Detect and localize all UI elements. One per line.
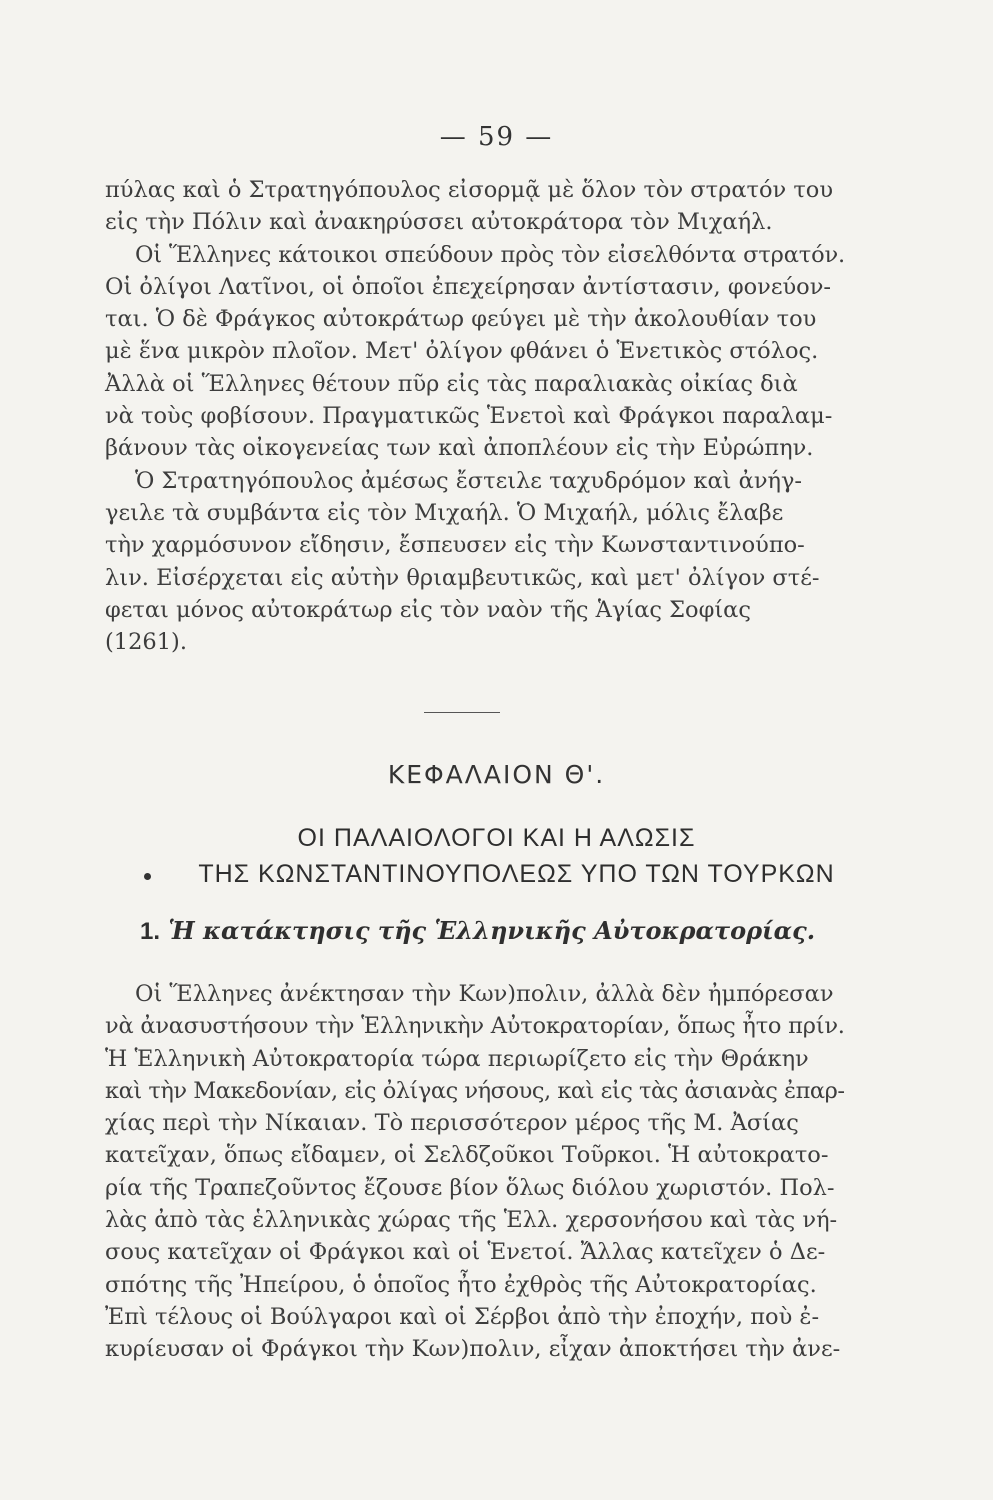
text-line: λὰς ἀπὸ τὰς ἑλληνικὰς χώρας τῆς Ἑλλ. χερσονήσου καὶ τὰς νή-: [105, 1207, 838, 1234]
text-line: μὲ ἕνα μικρὸν πλοῖον. Μετ' ὀλίγον φθάνει ὁ Ἑνετικὸς στόλος.: [105, 338, 819, 365]
section-divider: [424, 712, 500, 713]
text-line: Οἱ Ἕλληνες κάτοικοι σπεύδουν πρὸς τὸν εἰσελθόντα στρατόν.: [135, 241, 846, 268]
text-line: χίας περὶ τὴν Νίκαιαν. Τὸ περισσότερον μέρος τῆς Μ. Ἀσίας: [105, 1110, 799, 1137]
text-line: Ἐπὶ τέλους οἱ Βούλγαροι καὶ οἱ Σέρβοι ἀπὸ τὴν ἐποχήν, ποὺ ἐ-: [105, 1303, 820, 1330]
text-line: τὴν χαρμόσυνον εἴδησιν, ἔσπευσεν εἰς τὴν Κωνσταντινούπο-: [105, 532, 805, 559]
page-number: — 59 —: [439, 122, 554, 152]
text-line: Οἱ ὀλίγοι Λατῖνοι, οἱ ὁποῖοι ἐπεχείρησαν ἀντίστασιν, φονεύον-: [105, 273, 831, 300]
text-line: ται. Ὁ δὲ Φράγκος αὐτοκράτωρ φεύγει μὲ τὴν ἀκολουθίαν του: [105, 306, 817, 333]
text-line: λιν. Εἰσέρχεται εἰς αὐτὴν θριαμβευτικῶς, καὶ μετ' ὀλίγον στέ-: [105, 564, 820, 591]
text-line: σπότης τῆς Ἠπείρου, ὁ ὁποῖος ἦτο ἐχθρὸς τῆς Αὐτοκρατορίας.: [105, 1271, 817, 1298]
text-line: Οἱ Ἕλληνες ἀνέκτησαν τὴν Κων)πολιν, ἀλλὰ δὲν ἠμπόρεσαν: [135, 981, 834, 1007]
text-line: βάνουν τὰς οἰκογενείας των καὶ ἀποπλέουν εἰς τὴν Εὐρώπην.: [105, 435, 814, 462]
section-title: Ἡ κατάκτησις τῆς Ἑλληνικῆς Αὐτοκρατορίας.: [168, 916, 816, 945]
chapter-title-line-1: ΟΙ ΠΑΛΑΙΟΛΟΓΟΙ ΚΑΙ Η ΑΛΩΣΙΣ: [297, 824, 696, 852]
section-number: 1.: [140, 918, 161, 945]
text-line: (1261).: [105, 629, 187, 656]
text-line: νὰ τοὺς φοβίσουν. Πραγματικῶς Ἑνετοὶ καὶ Φράγκοι παραλαμ-: [105, 403, 833, 430]
text-line: πύλας καὶ ὁ Στρατηγόπουλος εἰσορμᾷ μὲ ὅλον τὸν στρατόν του: [105, 177, 834, 203]
text-line: ρία τῆς Τραπεζοῦντος ἔζουσε βίον ὅλως διόλου χωριστόν. Πολ-: [105, 1174, 835, 1201]
section-heading: [140, 916, 860, 946]
paragraph-block-bottom: [105, 978, 845, 1366]
text-line: Ἡ Ἑλληνικὴ Αὐτοκρατορία τώρα περιωρίζετο εἰς τὴν Θράκην: [105, 1045, 809, 1072]
text-line: Ἀλλὰ οἱ Ἕλληνες θέτουν πῦρ εἰς τὰς παραλιακὰς οἰκίας διὰ: [105, 370, 798, 397]
text-line: νὰ ἀνασυστήσουν τὴν Ἑλληνικὴν Αὐτοκρατορίαν, ὅπως ἦτο πρίν.: [105, 1013, 845, 1040]
text-line: εἰς τὴν Πόλιν καὶ ἀνακηρύσσει αὐτοκράτορα τὸν Μιχαήλ.: [105, 209, 773, 236]
paragraph-block-top: [105, 174, 845, 658]
text-line: γειλε τὰ συμβάντα εἰς τὸν Μιχαήλ. Ὁ Μιχαήλ, μόλις ἔλαβε: [105, 499, 784, 526]
chapter-label: ΚΕΦΑΛΑΙΟΝ Θ'.: [387, 760, 606, 789]
text-line: κυρίευσαν οἱ Φράγκοι τὴν Κων)πολιν, εἶχαν ἀποκτήσει τὴν ἀνε-: [105, 1336, 841, 1363]
text-line: καὶ τὴν Μακεδονίαν, εἰς ὀλίγας νήσους, καὶ εἰς τὰς ἀσιανὰς ἐπαρ-: [105, 1077, 845, 1104]
text-line: φεται μόνος αὐτοκράτωρ εἰς τὸν ναὸν τῆς Ἁγίας Σοφίας: [105, 596, 751, 623]
text-line: Ὁ Στρατηγόπουλος ἀμέσως ἔστειλε ταχυδρόμον καὶ ἀνήγ-: [135, 467, 803, 494]
text-line: σους κατεῖχαν οἱ Φράγκοι καὶ οἱ Ἑνετοί. Ἄλλας κατεῖχεν ὁ Δε-: [105, 1239, 826, 1266]
text-line: κατεῖχαν, ὅπως εἴδαμεν, οἱ Σελδζοῦκοι Τοῦρκοι. Ἡ αὐτοκρατο-: [105, 1142, 829, 1169]
chapter-title-line-2: ΤΗΣ ΚΩΝΣΤΑΝΤΙΝΟΥΠΟΛΕΩΣ ΥΠΟ ΤΩΝ ΤΟΥΡΚΩΝ: [198, 860, 835, 888]
